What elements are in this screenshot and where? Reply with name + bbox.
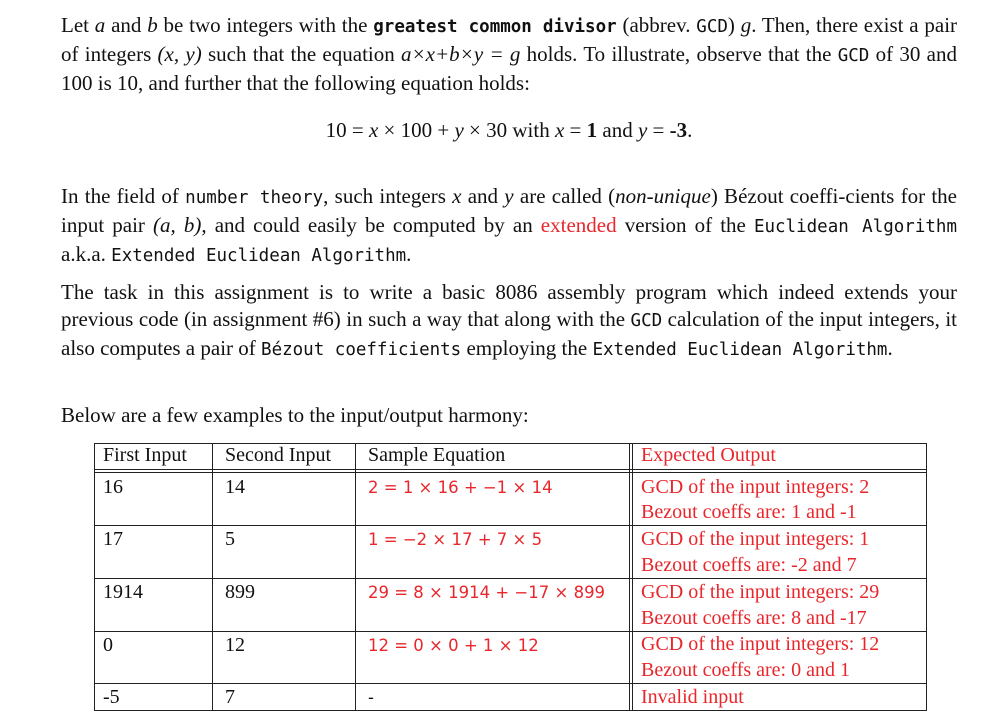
table-cell-output-coeffs: Bezout coeffs are: 8 and -17 <box>641 607 867 629</box>
header-second-input: Second Input <box>225 444 332 466</box>
table-border <box>94 443 95 711</box>
table-cell-second: 899 <box>225 581 255 603</box>
examples-intro: Below are a few examples to the input/output harmony: <box>61 403 529 427</box>
table-border <box>926 443 927 711</box>
table-cell-output-gcd: GCD of the input integers: 2 <box>641 476 870 498</box>
table-cell-output-coeffs: Bezout coeffs are: 0 and 1 <box>641 659 850 681</box>
table-cell-first: -5 <box>103 686 120 708</box>
table-cell-second: 12 <box>225 634 245 656</box>
number-theory-paragraph: In the field of number theory, such integers x and y are called (non-unique) Bézout coeffi-cients for the input pair (a, b), and could easily be computed by an extended version of the Euclidean Algorithm a.k.a. Extended Euclidean Algorithm. <box>61 184 958 266</box>
header-expected-output: Expected Output <box>641 444 776 466</box>
row-rule <box>94 683 927 684</box>
table-cell-first: 17 <box>103 528 123 550</box>
gcd-term: greatest common divisor <box>373 17 617 37</box>
table-cell-output-coeffs: Bezout coeffs are: 1 and -1 <box>641 501 857 523</box>
table-cell-equation: 1 = −2 × 17 + 7 × 5 <box>368 530 543 549</box>
table-cell-first: 16 <box>103 476 123 498</box>
table-cell-equation: - <box>368 688 374 707</box>
table-cell-first: 1914 <box>103 581 143 603</box>
table-cell-output-gcd: GCD of the input integers: 12 <box>641 633 880 655</box>
table-cell-output-gcd: GCD of the input integers: 29 <box>641 581 880 603</box>
header-sample-equation: Sample Equation <box>368 444 506 466</box>
table-border <box>94 710 927 711</box>
table-cell-second: 14 <box>225 476 245 498</box>
table-divider <box>355 443 356 711</box>
table-border <box>94 443 927 444</box>
table-cell-equation: 2 = 1 × 16 + −1 × 14 <box>368 478 553 497</box>
table-cell-output-invalid: Invalid input <box>641 686 744 708</box>
header-rule <box>94 469 927 470</box>
intro-paragraph: Let a and b be two integers with the greatest common divisor (abbrev. GCD) g. Then, there exist a pair of integers (x, y) such that the equation a×x+b×y = g holds. To illustrate, observe that the GCD of 30 and 100 is 10, and further that the following equation holds: <box>61 13 958 95</box>
table-cell-second: 7 <box>225 686 235 708</box>
task-paragraph: The task in this assignment is to write a basic 8086 assembly program which indeed extends your previous code (in assignment #6) in such a way that along with the GCD calculation of the input integers, it also computes a pair of Bézout coefficients employing the Extended Euclidean Algorithm. <box>61 280 957 360</box>
table-cell-equation: 12 = 0 × 0 + 1 × 12 <box>368 636 539 655</box>
table-cell-output-coeffs: Bezout coeffs are: -2 and 7 <box>641 554 857 576</box>
examples-table <box>94 443 927 711</box>
table-divider <box>629 443 630 711</box>
header-rule <box>94 472 927 473</box>
extended-highlight: extended <box>540 213 617 237</box>
table-divider <box>632 443 633 711</box>
table-divider <box>212 443 213 711</box>
header-first-input: First Input <box>103 444 187 466</box>
table-cell-equation: 29 = 8 × 1914 + −17 × 899 <box>368 583 606 602</box>
table-cell-first: 0 <box>103 634 113 656</box>
display-equation: 10 = x × 100 + y × 30 with x = 1 and y = -3. <box>325 118 693 142</box>
table-cell-second: 5 <box>225 528 235 550</box>
table-cell-output-gcd: GCD of the input integers: 1 <box>641 528 870 550</box>
